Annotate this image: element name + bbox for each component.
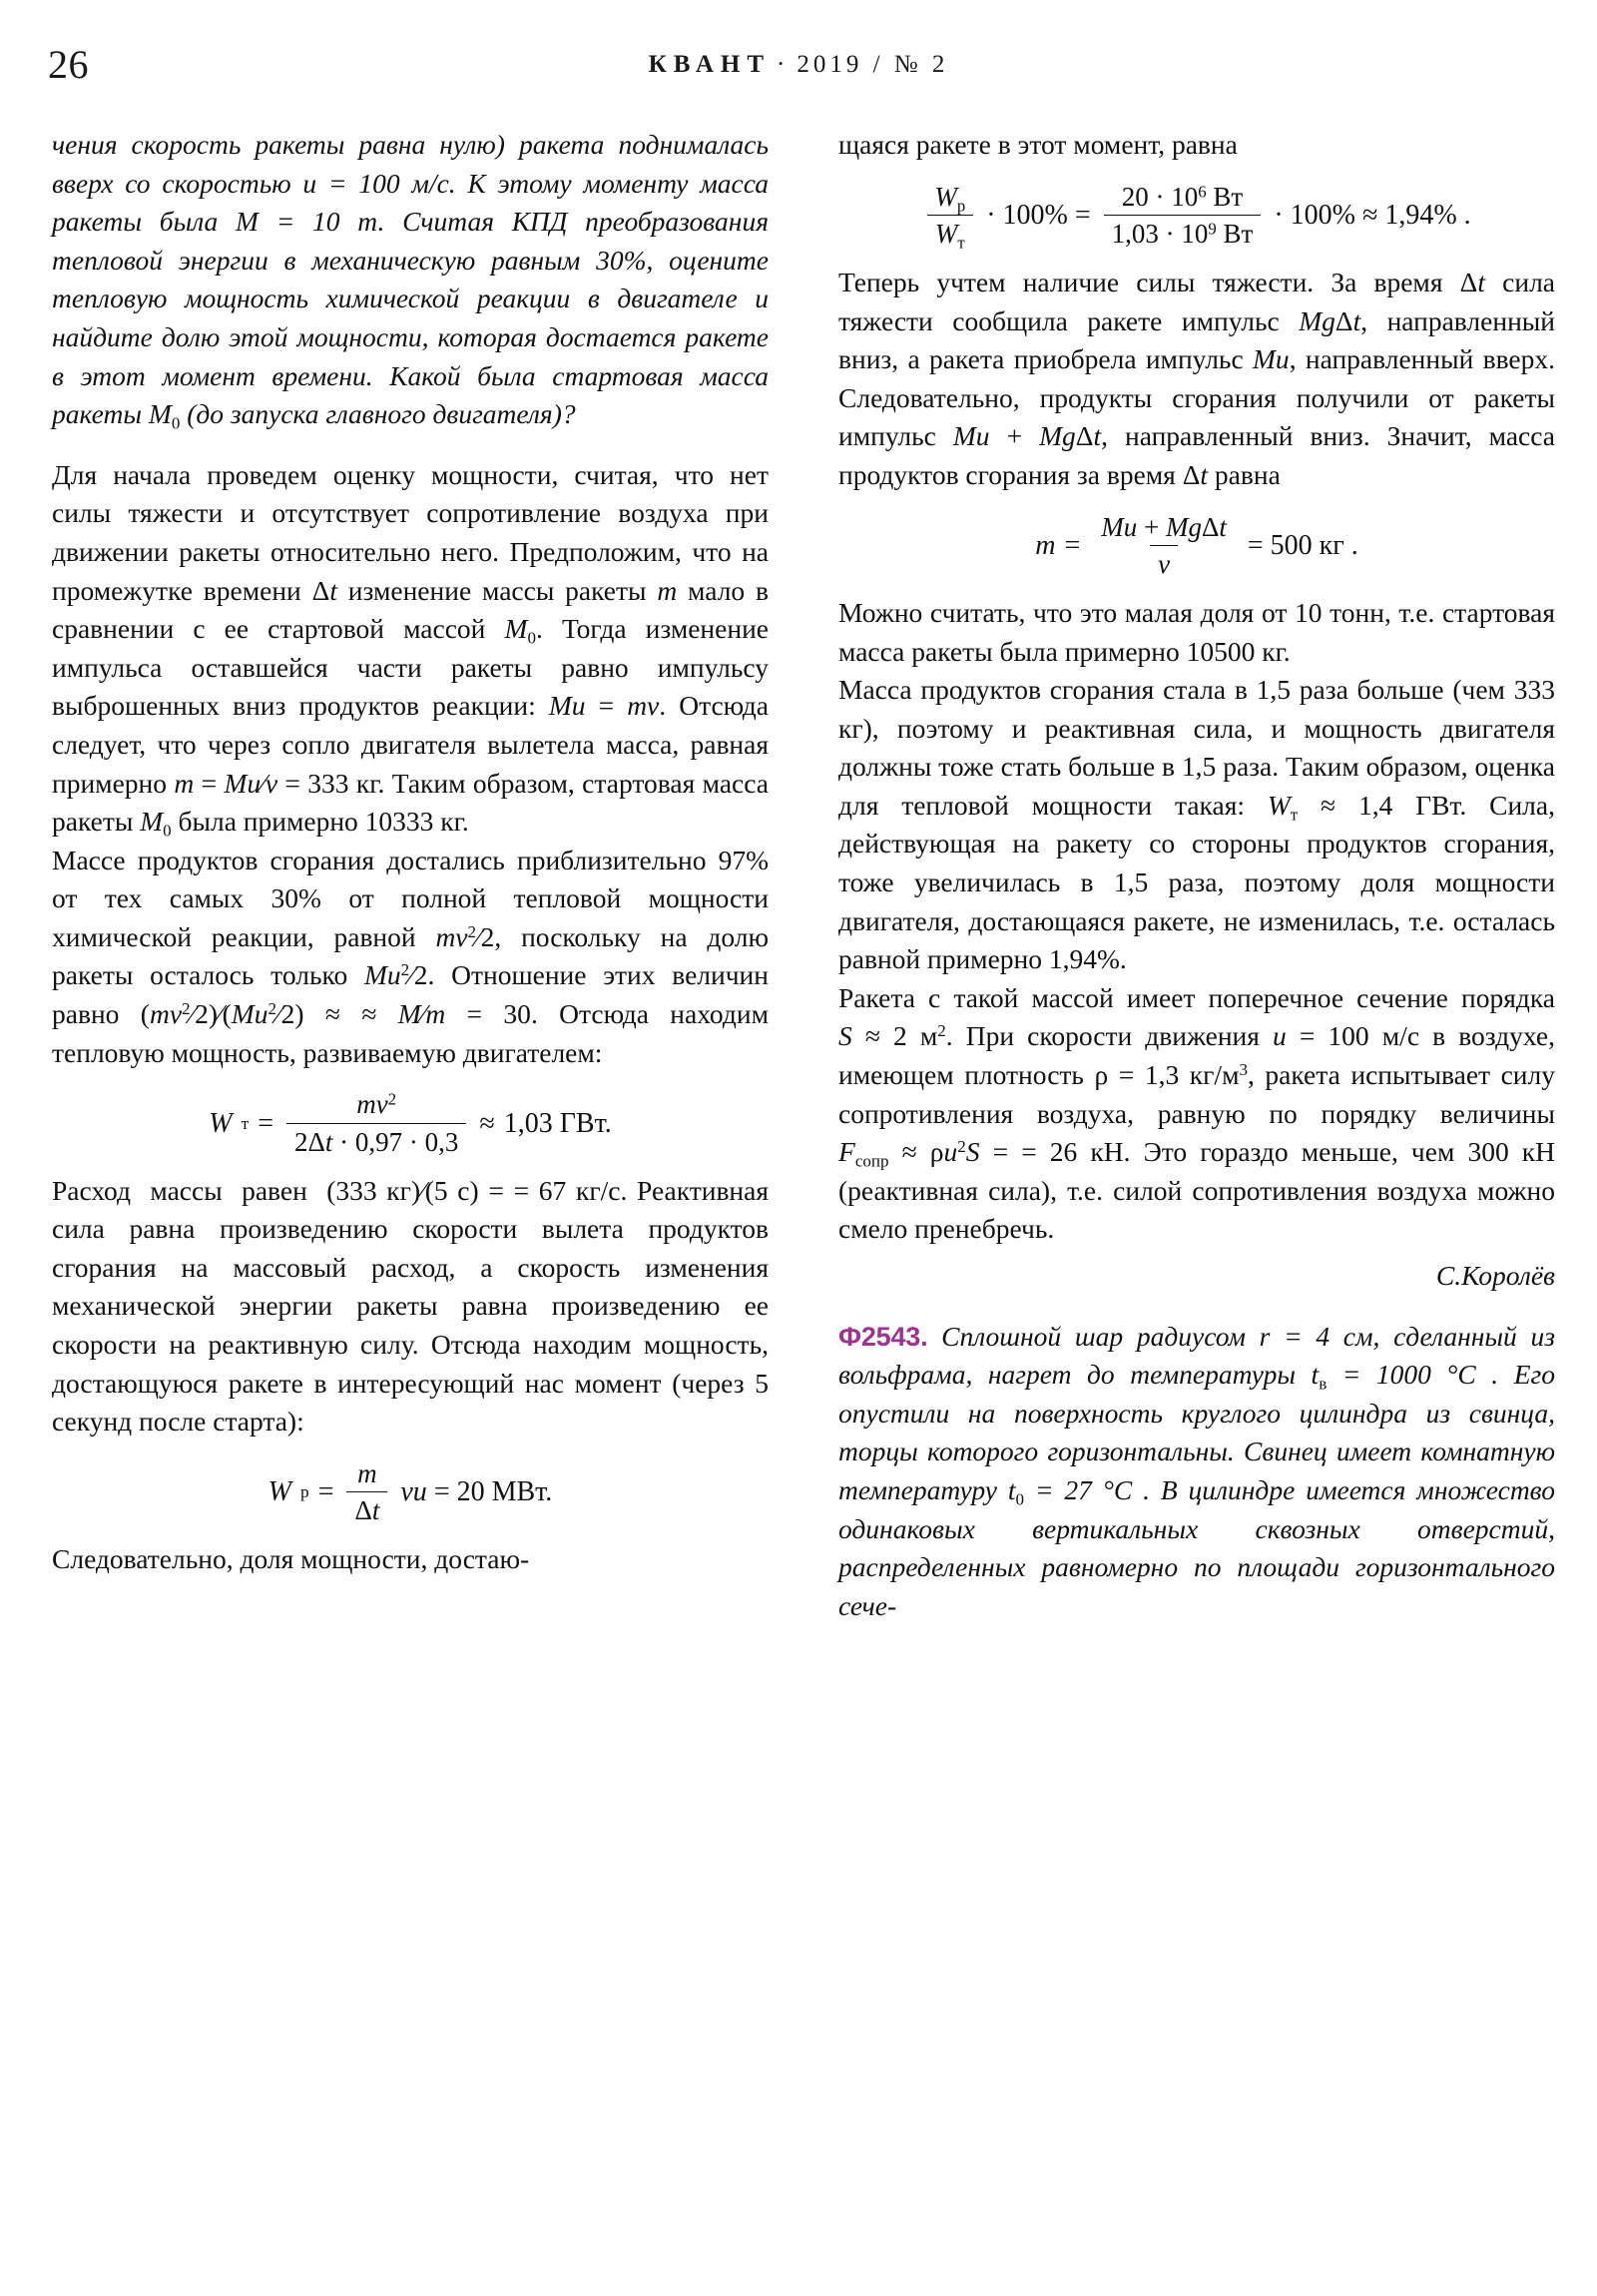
left-column [52,126,769,1579]
eq-wt-approx: ≈ [479,1107,495,1139]
eq-mass-denominator: v [1150,545,1178,580]
eq-wt-equals: = [258,1107,273,1139]
eq-ratio-value-numerator: $20 \cdot 10^6$ Вт [1121,181,1244,212]
page-number: 26 [48,42,89,87]
left-paragraph-3: Расход массы равен (333 кг)⁄(5 с) = = 67 кг/с. Реактивная сила равна произведению скорости вылета продуктов сгорания на массовый расход, а скорость изменения механической энергии ракеты равна произведению ее скорости на реактивную силу. Отсюда находим мощность, достающуюся ракете в интересующий нас момент (через 5 секунд после старта): [52,1174,770,1437]
eq-ratio-mult-2: · 100% ≈ 1,94% . [1274,199,1471,231]
header-separator: · [777,51,792,78]
problem-statement-continuation: чения скорость ракеты равна нулю) ракета поднималась вверх со скоростью u = 100 м/с. К этому моменту масса ракеты была M = 10 т. Считая КПД преобразования тепловой энергии в механическую равным 30%, оцените тепловую мощность химической реакции в двигателе и найдите долю этой мощности, которая достается ракете в этот момент времени. Какой была стартовая масса ракеты $M_0$ (до запуска главного двигателя)? [52,129,770,433]
eq-wt-fraction [286,1090,466,1157]
eq-wp-equals: = [317,1476,334,1508]
right-paragraph-continuation: щаяся ракете в этот момент, равна [838,129,1238,160]
journal-title: КВАНТ [648,51,771,78]
eq-mass-fraction [1093,513,1235,580]
left-paragraph-1: Для начала проведем оценку мощности, считая, что нет силы тяжести и отсутствует сопротивление воздуха при движении ракеты относительно него. Предположим, что на промежутке времени Δt изменение массы ракеты m мало в сравнении с ее стартовой массой $M_0$. Тогда изменение импульса оставшейся части ракеты равно импульсу выброшенных вниз продуктов реакции: Mu = mv. Отсюда следует, что через сопло двигателя вылетела масса, равная примерно m = Mu⁄v = 333 кг. Таким образом, стартовая масса ракеты $M_0$ была примерно 10333 кг. [52,458,770,841]
right-paragraph-1: Теперь учтем наличие силы тяжести. За время Δt сила тяжести сообщила ракете импульс MgΔt, направленный вниз, а ракета приобрела импульс Mu, направленный вверх. Следовательно, продукты сгорания получили от ракеты импульс Mu + MgΔt, направленный вниз. Значит, масса продуктов сгорания за время Δt равна [838,266,1556,490]
eq-wt-numerator: $mv^2$ [356,1089,397,1120]
eq-mass-equals: = [1064,529,1081,561]
journal-issue: 2019 / № 2 [797,51,949,78]
problem-number: Ф2543. [838,1321,928,1352]
eq-ratio-value-fraction [1104,183,1262,250]
running-head [0,46,1597,84]
eq-wp-numerator: m [357,1457,377,1488]
eq-wp-tail: vu = 20 МВт. [400,1476,553,1508]
eq-mass-tail: = 500 кг . [1247,529,1358,561]
eq-ratio-w-fraction [926,181,973,253]
right-paragraph-2: Можно считать, что это малая доля от 10 тонн, т.е. стартовая масса ракеты была примерно 10500 кг. [838,596,1555,667]
left-paragraph-2: Массе продуктов сгорания достались приблизительно 97% от тех самых 30% от полной тепловой мощности химической реакции, равной $mv^2⁄2$, поскольку на долю ракеты осталось только Mu$^2$⁄2. Отношение этих величин равно $(mv^2⁄2)⁄(Mu^2⁄2)$ ≈ ≈ M⁄m = 30. Отсюда находим тепловую мощность, развиваемую двигателем: [52,844,770,1068]
eq-wt-result: 1,03 ГВт. [503,1107,612,1139]
page-header [0,42,1597,88]
eq-ratio-value-denominator: $1,03 \cdot 10^9$ Вт [1104,215,1262,250]
equation-rocket-power: W р = $\frac{m}{\Delta t}$ vu = 20 МВт. [267,1457,553,1526]
left-paragraph-4: Следовательно, доля мощности, достаю- [52,1543,530,1575]
eq-ratio-denominator: $W_т$ [927,215,973,250]
eq-ratio-numerator: $W_р$ [934,181,966,215]
problem-2543: Ф2543. Сплошной шар радиусом r = 4 см, сделанный из вольфрама, нагрет до температуры $t_в = 1000$ °C . Его опустили на поверхность круглого цилиндра из свинца, торцы которого горизонтальны. Свинец имеет комнатную температуру $t_0 = 27$ °C . В цилиндре имеется множество одинаковых вертикальных сквозных отверстий, распределенных равномерно по площади горизонтального сече- [838,1320,1556,1621]
eq-wt-lhs: W [209,1107,233,1139]
eq-mass-numerator: Mu + MgΔt [1101,511,1227,542]
equation-thermal-power: W т = $\frac{mv^2}{2\Delta t \cdot 0,97 \cdot 0,3}$ ≈ 1,03 ГВт. [209,1089,612,1157]
eq-wt-denominator: 2Δt · 0,97 · 0,3 [286,1123,466,1158]
eq-ratio-mult-1: · 100% = [986,199,1091,231]
eq-wp-lhs: W [267,1476,291,1508]
equation-combustion-mass [838,513,1555,580]
right-paragraph-3: Масса продуктов сгорания стала в 1,5 раза больше (чем 333 кг), поэтому и реактивная сила, и мощность двигателя должны тоже стать больше в 1,5 раза. Таким образом, оценка для тепловой мощности такая: $W_т \approx 1,4$ ГВт. Сила, действующая на ракету со стороны продуктов сгорания, тоже увеличилась в 1,5 раза, поэтому доля мощности двигателя, достающаяся ракете, не изменилась, т.е. осталась равной примерно 1,94%. [838,674,1555,975]
equation-power-ratio [838,181,1555,253]
author-signature: С.Королёв [1435,1260,1555,1291]
right-column [838,126,1555,1625]
eq-wp-fraction [346,1459,387,1526]
eq-wp-denominator: Δt [346,1491,387,1526]
eq-mass-lhs: m [1035,529,1056,561]
right-paragraph-4: Ракета с такой массой имеет поперечное сечение порядка S ≈ 2 $м^2$. При скорости движения u = 100 м/с в воздухе, имеющем плотность ρ = 1,3 $кг/м^3$, ракета испытывает силу сопротивления воздуха, равную по порядку величины $F_{сопр} \approx \rho u^2S$ = = 26 кН. Это гораздо меньше, чем 300 кН (реактивная сила), т.е. силой сопротивления воздуха можно смело пренебречь. [838,981,1555,1245]
